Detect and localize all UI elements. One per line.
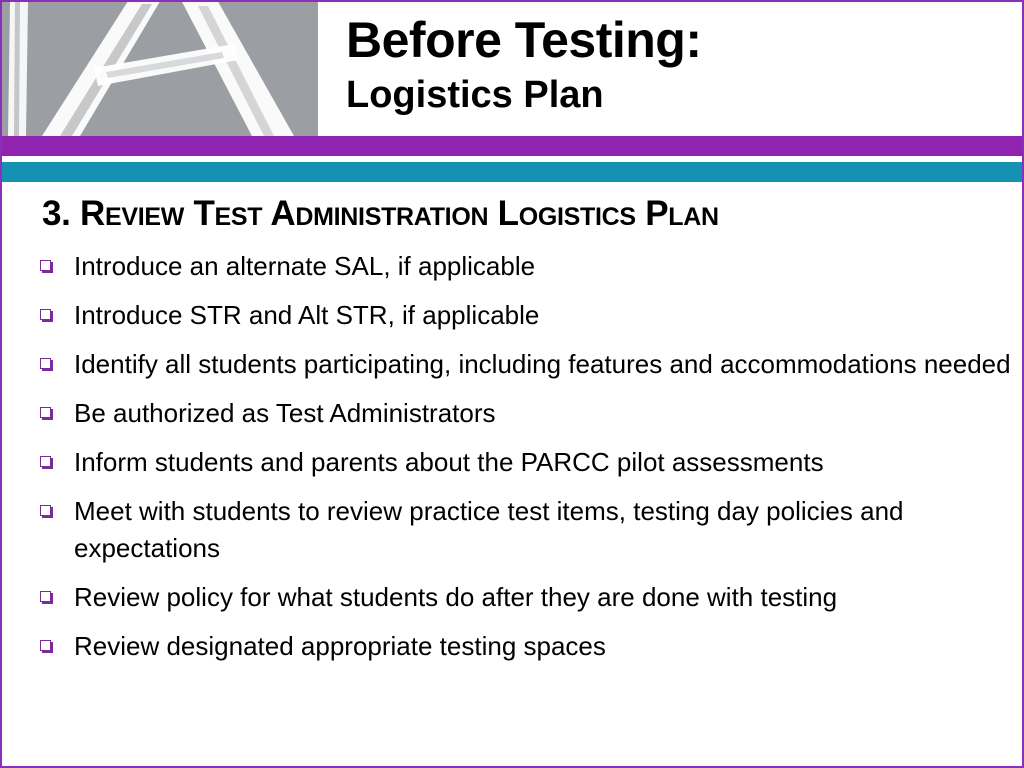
bullet-text: Identify all students participating, including features and accommodations needed — [74, 349, 1011, 379]
square-bullet-icon — [40, 358, 51, 369]
letter-a-brush-logo-icon — [2, 2, 318, 136]
page-subtitle: Logistics Plan — [346, 74, 604, 116]
bullet-item — [38, 346, 1018, 383]
bullet-item — [38, 248, 1018, 285]
bullet-text: Introduce STR and Alt STR, if applicable — [74, 300, 540, 330]
bullet-list — [38, 248, 1018, 677]
square-bullet-icon — [40, 591, 51, 602]
bullet-item — [38, 579, 1018, 616]
bullet-text: Meet with students to review practice test items, testing day policies and expectations — [74, 496, 904, 563]
title-block — [346, 10, 702, 118]
section-heading: 3. Review Test Administration Logistics Plan — [42, 194, 719, 233]
square-bullet-icon — [40, 407, 51, 418]
square-bullet-icon — [40, 456, 51, 467]
bullet-text: Review policy for what students do after they are done with testing — [74, 582, 838, 612]
bullet-item — [38, 297, 1018, 334]
teal-divider-band — [2, 162, 1024, 182]
purple-divider-band — [2, 136, 1024, 156]
square-bullet-icon — [40, 309, 51, 320]
bullet-item — [38, 395, 1018, 432]
square-bullet-icon — [40, 260, 51, 271]
bullet-text: Be authorized as Test Administrators — [74, 398, 496, 428]
bullet-text: Review designated appropriate testing spaces — [74, 631, 606, 661]
bullet-text: Introduce an alternate SAL, if applicable — [74, 251, 536, 281]
logo-panel — [2, 2, 318, 136]
square-bullet-icon — [40, 505, 51, 516]
bullet-item — [38, 493, 1018, 567]
page-title: Before Testing: — [346, 12, 702, 68]
bullet-item — [38, 444, 1018, 481]
bullet-item — [38, 628, 1018, 665]
square-bullet-icon — [40, 640, 51, 651]
bullet-text: Inform students and parents about the PARCC pilot assessments — [74, 447, 824, 477]
